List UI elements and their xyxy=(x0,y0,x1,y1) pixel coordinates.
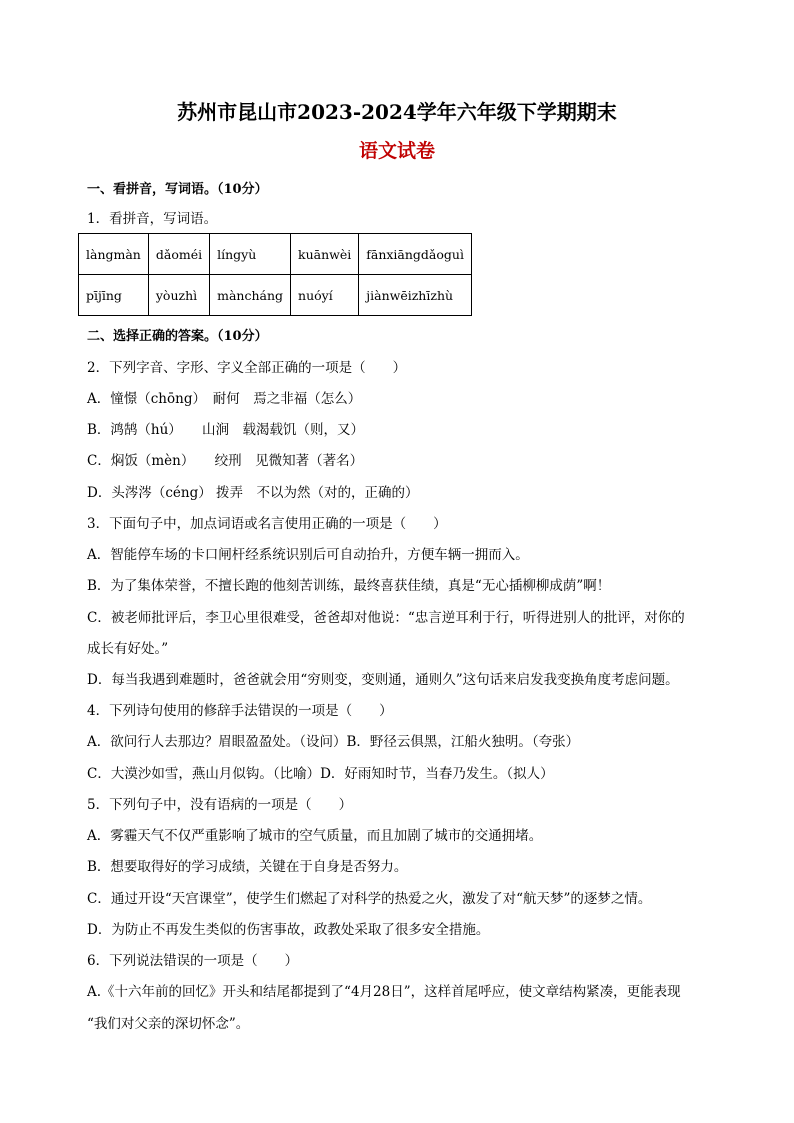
section-heading-1: 一、看拼音，写词语。（10分） xyxy=(87,182,268,197)
exam-title: 苏州市昆山市2023-2024学年六年级下学期期末 xyxy=(177,100,617,124)
option-3c: C．被老师批评后，李卫心里很难受，爸爸却对他说：“忠言逆耳利于行，听得进别人的批评，对你的 xyxy=(87,610,685,626)
question-5: 5．下列句子中，没有语病的一项是（ ） xyxy=(87,797,353,813)
pinyin-cell: làngmàn xyxy=(79,234,149,275)
option-3d: D．每当我遇到难题时，爸爸就会用“穷则变，变则通，通则久”这句话来启发我变换角度考虑问题。 xyxy=(87,672,679,688)
option-3a: A．智能停车场的卡口闸杆经系统识别后可自动抬升，方便车辆一拥而入。 xyxy=(87,547,529,563)
option-5d: D．为防止不再发生类似的伤害事故，政教处采取了很多安全措施。 xyxy=(87,922,490,938)
option-2c: C．焖饭（mèn） 绞刑 见微知著（著名） xyxy=(87,453,364,469)
question-6: 6．下列说法错误的一项是（ ） xyxy=(87,953,299,969)
pinyin-cell: kuānwèi xyxy=(291,234,359,275)
option-6a: A.《十六年前的回忆》开头和结尾都提到了“4月28日”，这样首尾呼应，使文章结构紧凑，更能表现 xyxy=(87,984,681,1000)
pinyin-cell: nuóyí xyxy=(291,275,359,316)
pinyin-cell: màncháng xyxy=(210,275,291,316)
pinyin-cell: dǎoméi xyxy=(148,234,209,275)
pinyin-cell: pījīng xyxy=(79,275,149,316)
option-2a: A．憧憬（chōng） 耐何 焉之非福（怎么） xyxy=(87,391,362,407)
table-row xyxy=(79,275,472,316)
options-4ab: A．欲问行人去那边？眉眼盈盈处。（设问）B．野径云俱黑，江船火独明。（夸张） xyxy=(87,734,580,750)
pinyin-table xyxy=(78,233,472,316)
section-heading-2: 二、选择正确的答案。（10分） xyxy=(87,329,268,344)
pinyin-cell: yòuzhì xyxy=(148,275,209,316)
question-4: 4．下列诗句使用的修辞手法错误的一项是（ ） xyxy=(87,703,393,719)
option-5a: A．雾霾天气不仅严重影响了城市的空气质量，而且加剧了城市的交通拥堵。 xyxy=(87,828,543,844)
question-1: 1．看拼音，写词语。 xyxy=(87,211,218,227)
option-5b: B．想要取得好的学习成绩，关键在于自身是否努力。 xyxy=(87,859,408,875)
pinyin-cell: jiànwēizhīzhù xyxy=(359,275,472,316)
exam-subtitle: 语文试卷 xyxy=(358,140,435,162)
question-3: 3．下面句子中，加点词语或名言使用正确的一项是（ ） xyxy=(87,516,447,532)
option-6a-continued: “我们对父亲的深切怀念”。 xyxy=(87,1016,250,1032)
option-3c-continued: 成长有好处。” xyxy=(87,641,169,657)
option-3b: B．为了集体荣誉，不擅长跑的他刻苦训练，最终喜获佳绩，真是“无心插柳柳成荫”啊！ xyxy=(87,578,611,594)
option-2b: B．鸿鹄（hú） 山涧 载渴载饥（则，又） xyxy=(87,422,365,438)
option-5c: C．通过开设“天宫课堂”，使学生们燃起了对科学的热爱之火，激发了对“航天梦”的逐梦之情。 xyxy=(87,891,652,907)
pinyin-cell: língyù xyxy=(210,234,291,275)
pinyin-cell: fānxiāngdǎoguì xyxy=(359,234,472,275)
options-4cd: C．大漠沙如雪，燕山月似钩。（比喻）D．好雨知时节，当春乃发生。（拟人） xyxy=(87,766,554,782)
table-row xyxy=(79,234,472,275)
question-2: 2．下列字音、字形、字义全部正确的一项是（ ） xyxy=(87,360,407,376)
option-2d: D．头涔涔（céng） 拨弄 不以为然（对的，正确的） xyxy=(87,485,419,501)
